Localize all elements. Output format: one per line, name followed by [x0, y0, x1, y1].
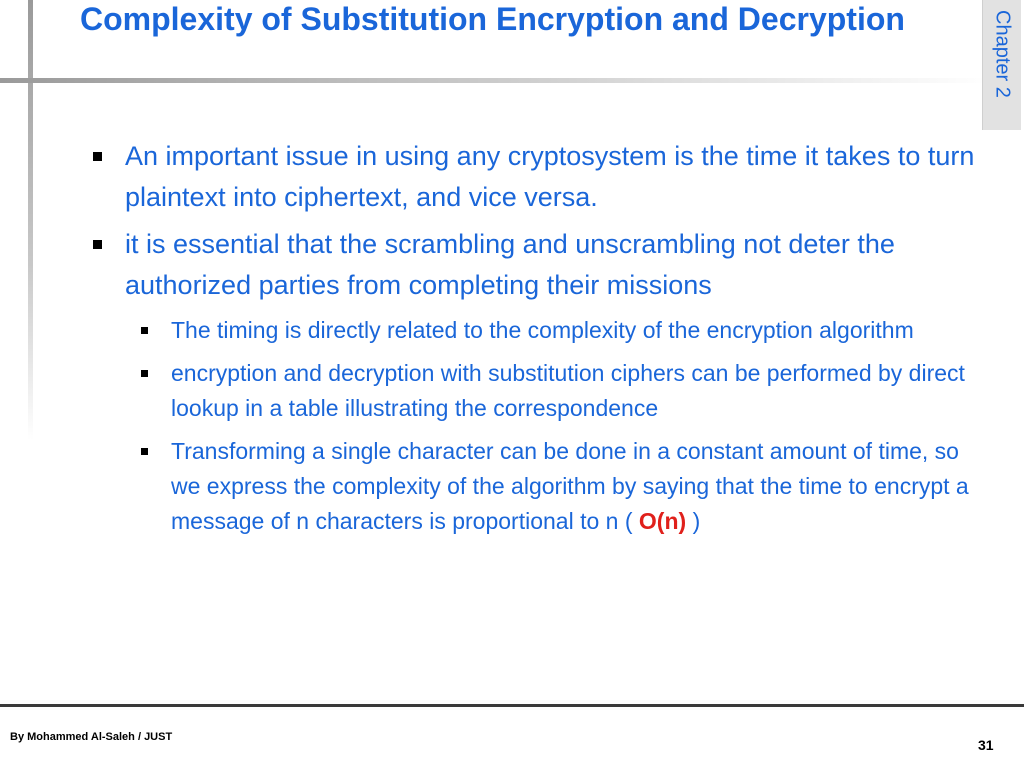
sub-bullet-item — [125, 313, 988, 348]
bullet-text: An important issue in using any cryptosystem is the time it takes to turn plaintext into ciphertext, and vice versa. — [125, 141, 975, 212]
slide-title: Complexity of Substitution Encryption and Decryption — [80, 1, 905, 37]
sub-bullet-item — [125, 434, 988, 539]
bullet-item — [88, 136, 988, 218]
square-bullet-icon — [141, 448, 148, 455]
sub-bullet-list — [125, 313, 988, 539]
footer-divider — [0, 704, 1024, 707]
complexity-highlight: O(n) — [638, 508, 687, 534]
square-bullet-icon — [93, 152, 102, 161]
slide-content — [88, 136, 988, 547]
footer-author: By Mohammed Al-Saleh / JUST — [10, 731, 173, 743]
chapter-label: Chapter 2 — [991, 10, 1014, 98]
sub-bullet-text: Transforming a single character can be done in a constant amount of time, so we express the complexity of the algorithm by saying that the time to encrypt a message of n characters is proportional to n ( — [171, 438, 969, 534]
title-underline — [0, 78, 990, 83]
bullet-text: it is essential that the scrambling and unscrambling not deter the authorized parties from completing their missions — [125, 229, 895, 300]
chapter-tab — [982, 0, 1021, 130]
bullet-item — [88, 224, 988, 539]
square-bullet-icon — [141, 370, 148, 377]
sub-bullet-text-end: ) — [692, 508, 701, 534]
bullet-list — [88, 136, 988, 539]
page-number: 31 — [978, 737, 994, 753]
square-bullet-icon — [141, 327, 148, 334]
sub-bullet-text: encryption and decryption with substitution ciphers can be performed by direct lookup in a table illustrating the correspondence — [171, 360, 965, 421]
sub-bullet-item — [125, 356, 988, 426]
sub-bullet-text: The timing is directly related to the complexity of the encryption algorithm — [171, 317, 914, 343]
square-bullet-icon — [93, 240, 102, 249]
left-frame-line — [28, 0, 33, 440]
